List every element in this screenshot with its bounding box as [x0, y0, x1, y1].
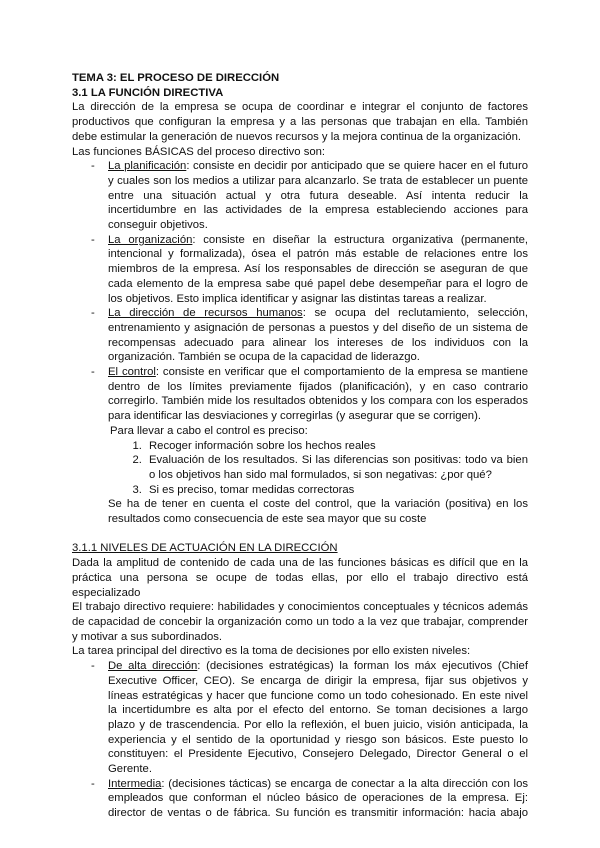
list-item: 3. Si es preciso, tomar medidas correctoras: [145, 483, 528, 498]
list-item: [108, 777, 528, 821]
section-heading-3-1-1: 3.1.1 NIVELES DE ACTUACIÓN EN LA DIRECCIÓN: [72, 542, 338, 555]
control-cost-paragraph: Se ha de tener en cuenta el coste del control, que la variación (positiva) en los resultados como consecuencia de este sea mayor que su coste: [108, 498, 528, 526]
definition: : consiste en decidir por anticipado que se quiere hacer en el futuro y cuales son los medios a utilizar para alcanzarlo. Se trata de establecer un puente entre una situación actual y otra futura deseable. Así intenta reducir la incertidumbre en las actividades de la empresa estableciendo acciones para conseguir objetivos.: [108, 160, 528, 232]
list-item: [108, 159, 528, 233]
definition: : (decisiones estratégicas) la forman los máx ejecutivos (Chief Executive Officer, CEO). Se encarga de dirigir la empresa, fijar sus objetivos y líneas estratégicas y hacer que funcione como un todo cohesionado. En este nivel la incertidumbre es alta por el efecto del entorno. Se toman decisiones a largo plazo y de trascendencia. Por ello la reflexión, el buen juicio, visión anticipada, la experiencia y el sentido de la oportunidad y riesgo son básicos. Este puesto lo constituyen: el Presidente Ejecutivo, Consejero Delegado, Director General o el Gerente.: [108, 660, 528, 776]
paragraph: El trabajo directivo requiere: habilidades y conocimientos conceptuales y técnicos además de capacidad de concebir la organización como un todo a la vez que trabajar, comprender y motivar a sus subordinados.: [72, 601, 528, 643]
term: La dirección de recursos humanos: [108, 307, 303, 320]
paragraph: La tarea principal del directivo es la toma de decisiones por ello existen niveles:: [72, 645, 471, 658]
term: La organización: [108, 233, 193, 246]
list-item: [108, 233, 528, 307]
definition: : (decisiones tácticas) se encarga de conectar a la alta dirección con los empleados que conforman el núcleo básico de operaciones de la empresa. Ej: director de ventas o de fábrica. Su función es transmitir información: hacia abajo: [108, 777, 528, 820]
document-title: TEMA 3: EL PROCESO DE DIRECCIÓN: [72, 72, 280, 84]
term: Intermedia: [108, 777, 162, 790]
term: De alta dirección: [108, 660, 198, 673]
list-item: [108, 659, 528, 777]
paragraph: Dada la amplitud de contenido de cada una de las funciones básicas es difícil que en la práctica una persona se ocupe de todas ellas, por ello el trabajo directivo está especializado: [72, 557, 528, 599]
list-item: 1. Recoger información sobre los hechos reales: [145, 439, 528, 454]
list-item: 2. Evaluación de los resultados. Si las diferencias son positivas: todo va bien o los objetivos han sido mal formulados, si son negativas: ¿por qué?: [145, 453, 528, 482]
term: El control: [108, 366, 156, 379]
definition: : se ocupa del reclutamiento, selección, entrenamiento y asignación de personas a puestos y del diseño de un sistema de recompensas adecuado para alinear los intereses de los individuos con la organización. También se ocupa de la capacidad de liderazgo.: [108, 307, 528, 364]
list-item: [108, 306, 528, 365]
document-page: [72, 71, 528, 821]
definition: : consiste en verificar que el comportamiento de la empresa se mantiene dentro de los límites previamente fijados (planificación), y en caso contrario corregirlo. También mide los resultados obtenidos y los compara con los esperados para identificar las desviaciones y corregirlas (y asegurar que se corrigen).: [108, 366, 528, 423]
term: La planificación: [108, 160, 187, 173]
section-heading-3-1: 3.1 LA FUNCIÓN DIRECTIVA: [72, 86, 224, 99]
functions-list: [72, 159, 528, 438]
definition: : consiste en diseñar la estructura organizativa (permanente, intencional y formalizada), ósea el patrón más estable de relaciones entre los miembros de la empresa. Así los responsables de dirección se aseguran de que cada elemento de la empresa sabe qué papel debe desempeñar para el logro de los objetivos. Esto implica identificar y asignar las distintas tareas a realizar.: [108, 233, 529, 305]
control-steps-list: [72, 439, 528, 498]
functions-intro: Las funciones BÁSICAS del proceso directivo son:: [72, 145, 326, 158]
spacer: [72, 527, 528, 542]
control-intro: Para llevar a cabo el control es preciso:: [110, 424, 308, 437]
list-item: [108, 365, 528, 439]
intro-paragraph: La dirección de la empresa se ocupa de coordinar e integrar el conjunto de factores productivos que configuran la empresa y a las personas que trabajan en ella. También debe estimular la generación de nuevos recursos y la mejora continua de la organización.: [72, 101, 528, 143]
levels-list: [72, 659, 528, 821]
